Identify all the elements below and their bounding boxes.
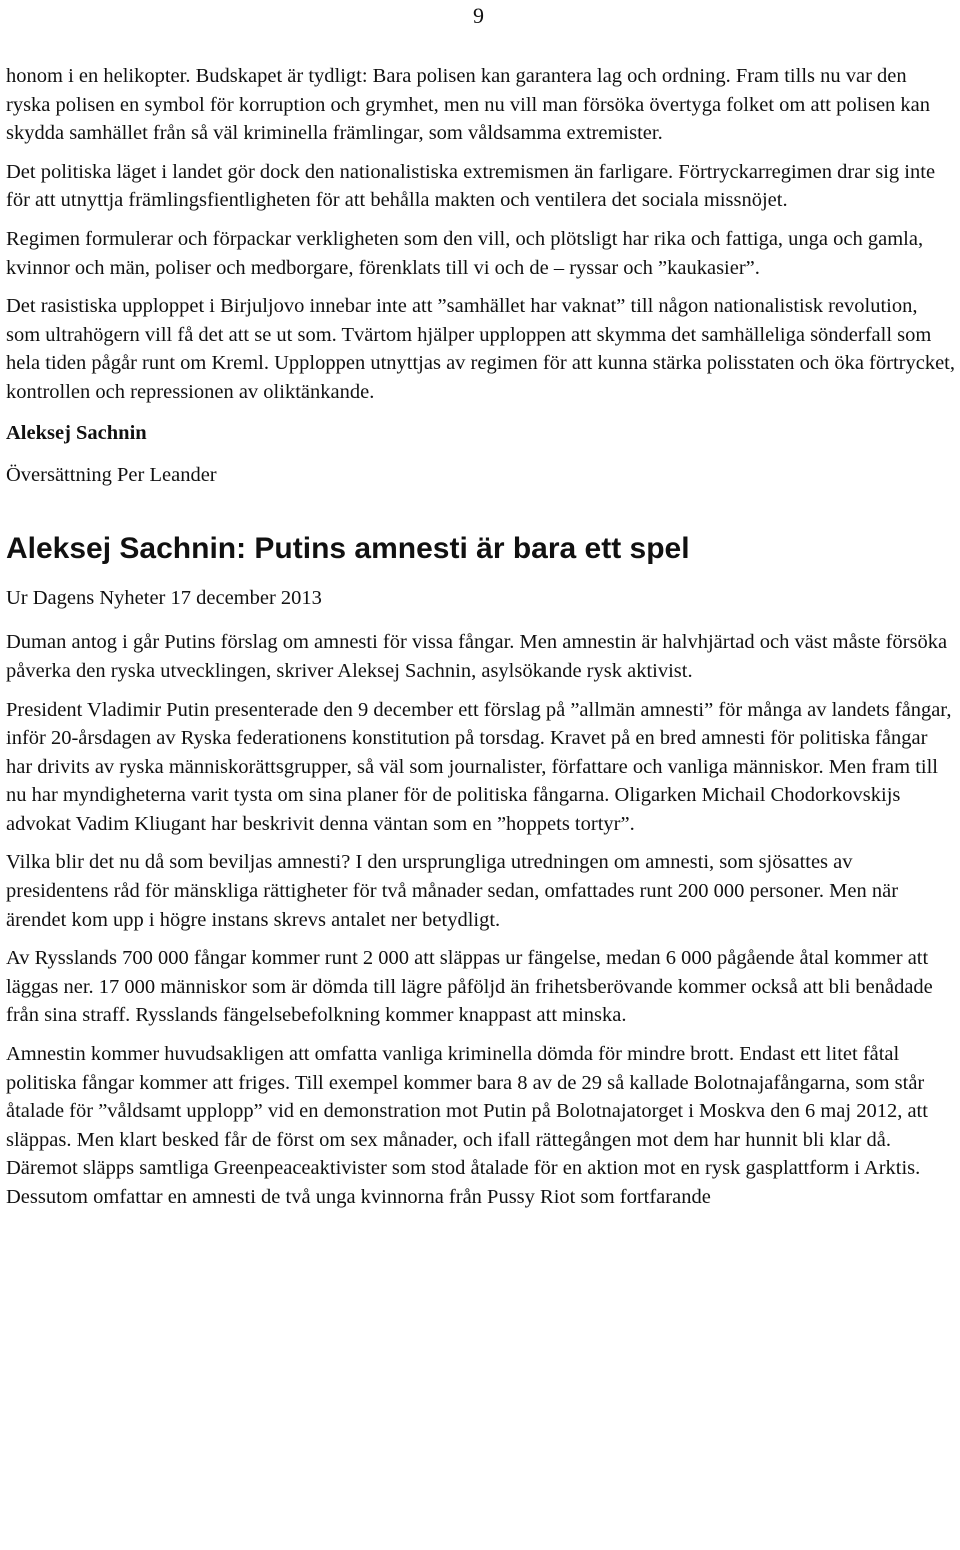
article-paragraph: Amnestin kommer huvudsakligen att omfatta vanliga kriminella dömda för mindre brott. Endast ett litet fåtal politiska fångar kommer att friges. Till exempel kommer bara 8 av de 29 så kallade Bolotnajafångarna, som står åtalade för ”våldsamt upplopp” vid en demonstration mot Putin på Bolotnajatorget i Moskva den 6 maj 2012, att släppas. Men klart besked får de först om sex månader, och ifall rättegången mot dem har hunnit bli klar då. Däremot släpps samtliga Greenpeaceaktivister som stod åtalade för en aktion mot en rysk gasplattform i Arktis. Dessutom omfattar en amnesti de två unga kvinnorna från Pussy Riot som fortfarande bbox=[6, 1043, 928, 1208]
article-paragraph: President Vladimir Putin presenterade den 9 december ett förslag på ”allmän amnesti” för många av landets fångar, inför 20-årsdagen av Ryska federationens konstitution på torsdag. Kravet på en bred amnesti för politiska fångar har drivits av ryska människorättsgrupper, så väl som journalister, författare och vanliga människor. Men fram till nu har myndigheterna varit tysta om sina planer för de politiska fångarna. Oligarken Michail Chodorkovskijs advokat Vadim Kliugant har beskrivit denna väntan som en ”hoppets tortyr”. bbox=[6, 698, 952, 835]
translator-credit: Översättning Per Leander bbox=[6, 464, 217, 487]
article-paragraph: Vilka blir det nu då som beviljas amnesti? I den ursprungliga utredningen om amnesti, som sjösattes av presidentens råd för mänskliga rättigheter för två månader sedan, omfattades runt 200 000 personer. Men när ärendet kom upp i högre instans skrevs antalet ner betydligt. bbox=[6, 851, 899, 931]
page-number: 9 bbox=[473, 3, 484, 28]
paragraph: honom i en helikopter. Budskapet är tydligt: Bara polisen kan garantera lag och ordning. Fram tills nu var den ryska polisen en symbol för korruption och grymhet, men nu vill man försöka övertyga folket om att polisen kan skydda samhället från så väl kriminella främlingar, som våldsamma extremister. bbox=[6, 65, 931, 145]
document-body bbox=[6, 62, 956, 1222]
article-source: Ur Dagens Nyheter 17 december 2013 bbox=[6, 586, 322, 609]
article-title: Aleksej Sachnin: Putins amnesti är bara ett spel bbox=[6, 531, 690, 565]
paragraph: Det politiska läget i landet gör dock den nationalistiska extremismen än farligare. Förtryckarregimen drar sig inte för att utnyttja främlingsfientligheten för att behålla makten och ventilera det sociala missnöjet. bbox=[6, 160, 936, 212]
article-paragraph: Av Rysslands 700 000 fångar kommer runt 2 000 att släppas ur fängelse, medan 6 000 pågående åtal kommer att läggas ner. 17 000 människor som är dömda till lägre påföljd än frihetsberövande kommer också att bli benådade från sina straff. Rysslands fängelsebefolkning kommer knappast att minska. bbox=[6, 947, 933, 1027]
article-paragraph: Duman antog i går Putins förslag om amnesti för vissa fångar. Men amnestin är halvhjärtad och väst måste försöka påverka den ryska utvecklingen, skriver Aleksej Sachnin, asylsökande rysk aktivist. bbox=[6, 631, 948, 682]
paragraph: Regimen formulerar och förpackar verkligheten som den vill, och plötsligt har rika och fattiga, unga och gamla, kvinnor och män, poliser och medborgare, förenklats till vi och de – ryssar och ”kaukasier”. bbox=[6, 227, 924, 279]
author-byline: Aleksej Sachnin bbox=[6, 421, 147, 444]
paragraph: Det rasistiska upploppet i Birjuljovo innebar inte att ”samhället har vaknat” till någon nationalistisk revolution, som ultrahögern vill få det att se ut som. Tvärtom hjälper upploppen att skymma det samhälleliga sönderfall som hela tiden pågår runt om Kreml. Upploppen utnyttjas av regimen för att kunna stärka polisstaten och öka förtrycket, kontrollen och repressionen av oliktänkande. bbox=[6, 295, 955, 403]
